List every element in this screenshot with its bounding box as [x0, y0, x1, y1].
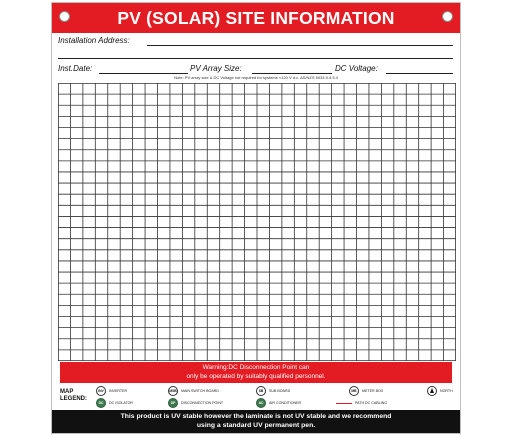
pv-array-size-label: PV Array Size: [190, 64, 242, 73]
legend-item-label: AIR CONDITIONER [269, 401, 302, 405]
uv-notice-bar [52, 410, 460, 433]
installation-address-label: Installation Address: [58, 36, 130, 45]
inst-date-label: Inst.Date: [58, 64, 93, 73]
dc-cable-path-icon [336, 403, 352, 404]
map-legend [56, 384, 456, 410]
sub-board-icon: SB [256, 386, 266, 396]
title-banner [52, 3, 460, 33]
requirements-note: Note: PV array size & DC Voltage not required for systems <120 V d.c. AS/NZS 5033.5.4.5.4 [174, 75, 338, 80]
legend-item-label: NORTH [440, 389, 453, 393]
inverter-icon: INV [96, 386, 106, 396]
dc-voltage-line [386, 73, 453, 74]
legend-item-north [427, 386, 453, 396]
legend-item-label: INVERTER [109, 389, 128, 393]
warning-banner [60, 362, 452, 383]
installation-address-line [147, 45, 453, 46]
address-second-line [58, 58, 453, 59]
mounting-hole-icon [442, 11, 453, 22]
legend-item-inverter [96, 386, 127, 396]
site-information-sign [51, 2, 461, 434]
legend-item-air-conditioner [256, 398, 301, 408]
warning-line-2: only be operated by suitably qualified personnel. [186, 373, 326, 380]
legend-item-label: DISCONNECTION POINT [181, 401, 224, 405]
inst-date-line [99, 73, 188, 74]
meter-box-icon: MB [349, 386, 359, 396]
legend-item-sub-board [256, 386, 290, 396]
dc-isolator-icon: DC [96, 398, 106, 408]
pv-array-size-line [252, 73, 332, 74]
disconnection-point-icon: DP [168, 398, 178, 408]
uv-notice-line-2: using a standard UV permanent pen. [196, 422, 316, 429]
main-switch-board-icon: MSB [168, 386, 178, 396]
legend-item-main-switch-board [168, 386, 219, 396]
north-arrow-icon [427, 386, 437, 396]
dc-voltage-label: DC Voltage: [335, 64, 378, 73]
legend-title: MAP LEGEND: [60, 389, 87, 402]
legend-item-label: DC ISOLATOR [109, 401, 134, 405]
legend-item-dc-isolator [96, 398, 133, 408]
legend-item-disconnection-point [168, 398, 223, 408]
warning-line-1: Warning:DC Disconnection Point can [202, 364, 310, 371]
legend-item-meter-box [349, 386, 383, 396]
sign-title: PV (SOLAR) SITE INFORMATION [117, 8, 395, 28]
legend-item-label: MAIN SWITCH BOARD [181, 389, 219, 393]
legend-item-label: SUB BOARD [269, 389, 291, 393]
uv-notice-line-1: This product is UV stable however the laminate is not UV stable and we recommend [120, 413, 392, 420]
air-conditioner-icon: AC [256, 398, 266, 408]
mounting-hole-icon [59, 11, 70, 22]
legend-item-label: METER BOX [362, 389, 384, 393]
site-map-grid[interactable] [58, 83, 456, 361]
legend-item-label: PATH DC CABLING [355, 401, 388, 405]
legend-item-dc-cabling [336, 401, 387, 405]
